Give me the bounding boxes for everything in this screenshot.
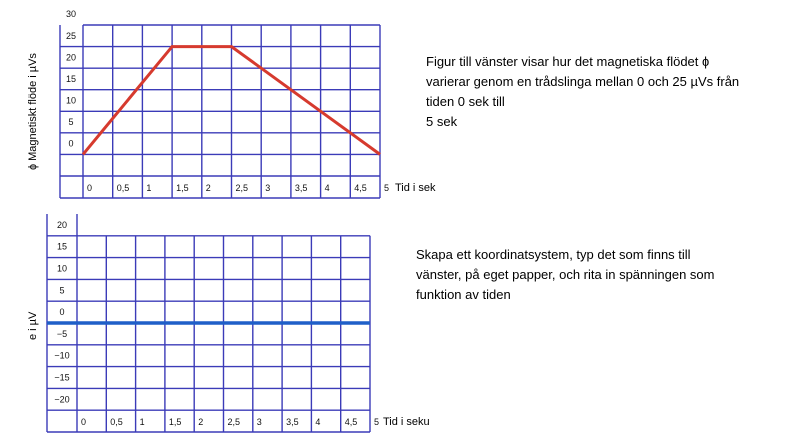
voltage-x-tick-label: 0 [81,417,87,427]
voltage-x-tick-label: 3 [256,417,262,427]
flux-y-tick-label: 20 [65,52,77,63]
voltage-y-tick-label: 5 [59,285,65,296]
voltage-y-tick-label: −5 [56,328,68,339]
voltage-x-tick-label: 1,5 [168,417,182,427]
flux-y-tick-label: 15 [65,73,77,84]
flux-y-tick-label: 10 [65,95,77,106]
voltage-y-tick-label: −20 [54,394,70,405]
voltage-y-tick-label: −15 [54,372,70,383]
flux-x-tick-label: 3 [265,183,271,193]
voltage-x-tick-label: 0,5 [110,417,123,427]
flux-y-tick-label: 5 [68,117,74,128]
description-top-line-4: 5 sek [426,114,458,129]
description-top-line-1: Figur till vänster visar hur det magnetiska flödet ɸ [426,54,710,69]
flux-chart-x-axis-title: Tid i sek [395,182,436,194]
voltage-chart-x-axis-title: Tid i seku [383,416,430,428]
voltage-x-tick-label: 4 [315,417,321,427]
voltage-x-tick-label: 3,5 [286,417,299,427]
description-bottom-line-3: funktion av tiden [416,287,511,302]
voltage-x-tick-label: 2,5 [227,417,241,427]
voltage-y-tick-label: 20 [56,219,68,230]
flux-y-tick-label: 0 [68,138,74,149]
description-top-line-2: varierar genom en trådslinga mellan 0 och 25 µVs från [426,74,740,89]
flux-x-tick-label: 1,5 [176,183,189,193]
voltage-chart-y-tick-labels [54,220,69,404]
description-bottom [416,245,786,305]
voltage-y-tick-label: 10 [56,263,68,274]
flux-y-tick-label: 30 [65,9,77,20]
voltage-y-tick-label: 15 [56,241,68,252]
voltage-y-tick-label: 0 [59,307,65,318]
flux-chart-y-axis-title: ɸ Magnetiskt flöde i µVs [27,53,39,170]
flux-x-tick-label: 2,5 [235,183,249,193]
voltage-x-tick-label: 2 [198,417,204,427]
voltage-x-tick-label: 5 [374,417,380,427]
description-bottom-line-1: Skapa ett koordinatsystem, typ det som finns till [416,247,691,262]
description-top-line-3: tiden 0 sek till [426,94,505,109]
flux-x-tick-label: 0,5 [116,183,130,193]
flux-x-tick-label: 3,5 [294,183,308,193]
description-top [426,52,786,132]
flux-chart-y-tick-labels [66,9,76,148]
flux-x-tick-label: 4 [324,183,330,193]
flux-x-tick-label: 5 [384,183,390,193]
voltage-chart-x-tick-labels [81,417,379,427]
flux-chart-x-tick-labels [87,183,389,193]
flux-chart-grid [60,25,380,198]
voltage-x-tick-label: 4,5 [344,417,358,427]
flux-x-tick-label: 0 [87,183,93,193]
voltage-y-tick-label: −10 [54,350,70,361]
voltage-chart-y-axis-title: e i µV [27,311,39,340]
description-bottom-line-2: vänster, på eget papper, och rita in spänningen som [416,267,715,282]
flux-x-tick-label: 2 [205,183,211,193]
voltage-x-tick-label: 1 [139,417,145,427]
flux-y-tick-label: 25 [65,30,77,41]
flux-x-tick-label: 1 [146,183,152,193]
flux-x-tick-label: 4,5 [354,183,367,193]
